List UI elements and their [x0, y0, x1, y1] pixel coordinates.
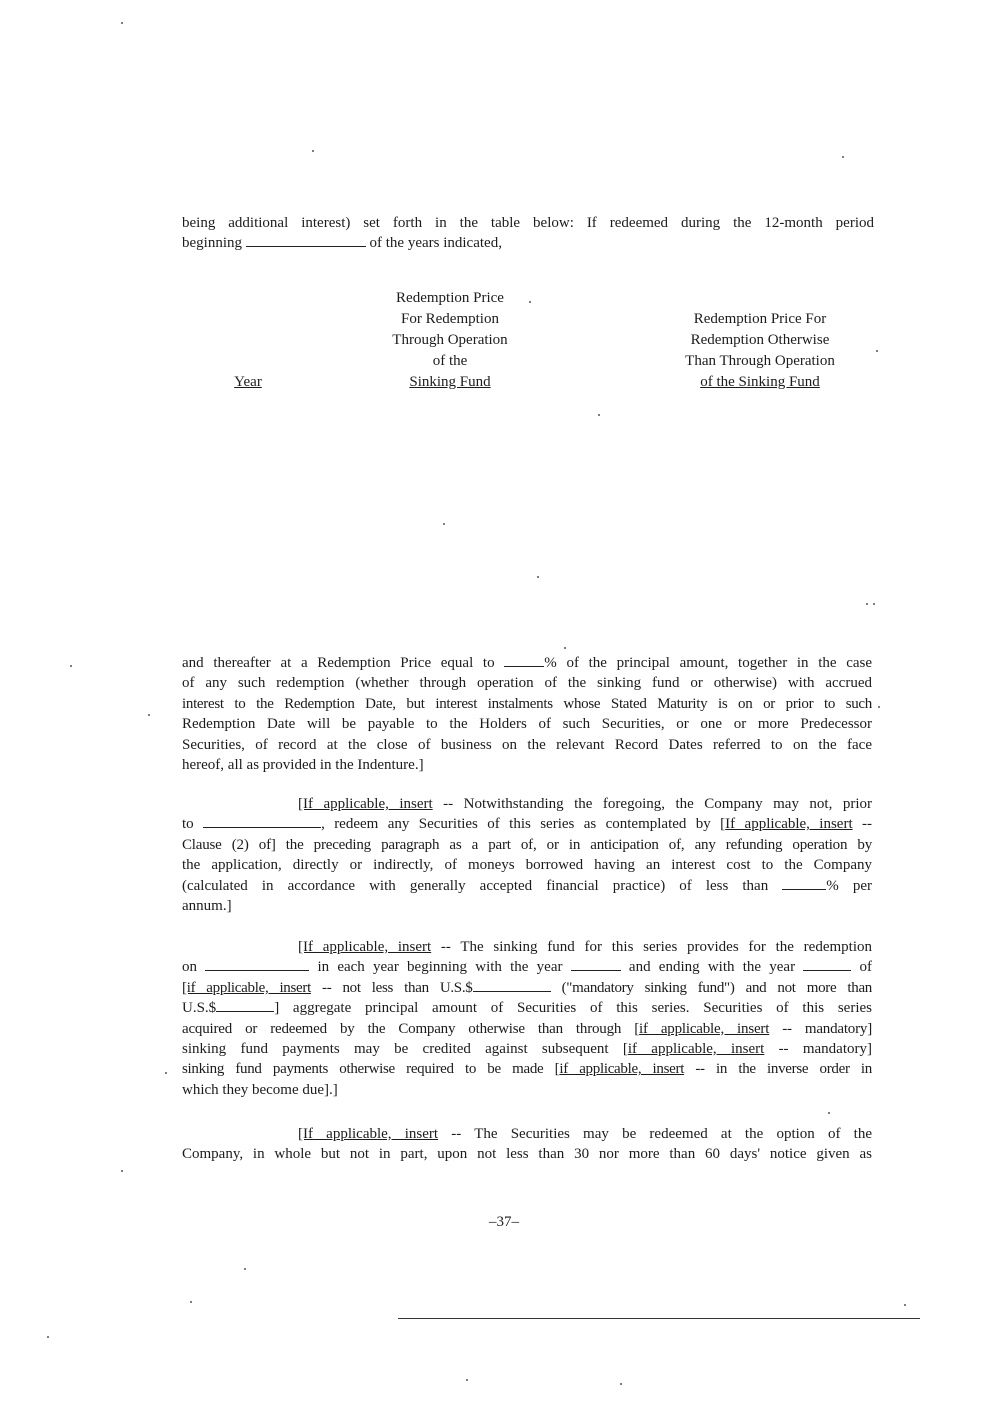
sinking-fund-price-header: Redemption Price For Redemption Through Operation of the Sinking Fund: [392, 290, 508, 390]
date-blank: [246, 234, 366, 247]
intro-line-1: being additional interest) set forth in the table below: If redeemed during the 12-month period: [182, 215, 874, 231]
interest-percent-blank: [782, 877, 826, 890]
intro-line-2: beginning of the years indicated,: [182, 235, 502, 252]
start-year-blank: [571, 958, 621, 971]
intro-paragraph: [182, 213, 874, 254]
page-number: –37–: [489, 1214, 519, 1230]
year-column-header: Year: [234, 374, 262, 390]
optional-redemption-paragraph: [If applicable, insert -- The Securities may be redeemed at the option of the Company, in whole but not in part, upon not less than 30 nor more than 60 days' notice given as: [182, 1126, 872, 1163]
redemption-price-paragraph: and thereafter at a Redemption Price equal to % of the principal amount, together in the case of any such redemption (whether through operation of the sinking fund or otherwise) with accrued interest to the Redemption Date, but interest instalments whose Stated Maturity is on or prior to such Redemption Date will be payable to the Holders of such Securities, or one or more Predecessor Securities, of record at the close of business on the relevant Record Dates referred to on the face hereof, all as provided in the Indenture.]: [182, 655, 873, 774]
sinking-fund-paragraph: [If applicable, insert -- The sinking fund for this series provides for the redemption on in each year beginning with the year and ending with the year of [if applicable, insert -- not less than U.S.$ ("mandatory sinking fund") and not more than U.S.$ ] aggregate principal amount of Securities of this series. Securities of this series acquired or redeemed by the Company otherwise than through [if applicable, insert -- mandatory] sinking fund payments may be credited against subsequent [if applicable, insert -- mandatory] sinking fund payments otherwise required to be made [if applicable, insert -- in the inverse order in which they become due].]: [182, 939, 873, 1098]
end-year-blank: [803, 958, 851, 971]
minimum-amount-blank: [473, 979, 551, 992]
percent-blank: [504, 654, 544, 667]
maximum-amount-blank: [216, 999, 274, 1012]
prior-date-blank: [203, 815, 321, 828]
refunding-restriction-paragraph: [If applicable, insert -- Notwithstanding the foregoing, the Company may not, prior to , redeem any Securities of this series as contemplated by [If applicable, insert -- Clause (2) of] the preceding paragraph as a part of, or in anticipation of, any refunding operation by the application, directly or indirectly, of moneys borrowed having an interest cost to the Company (calculated in accordance with generally accepted financial practice) of less than % per annum.]: [182, 796, 873, 915]
footer-rule: [398, 1318, 920, 1319]
otherwise-price-header: Redemption Price For Redemption Otherwise Than Through Operation of the Sinking Fund: [685, 311, 835, 390]
sinking-date-blank: [205, 958, 309, 971]
